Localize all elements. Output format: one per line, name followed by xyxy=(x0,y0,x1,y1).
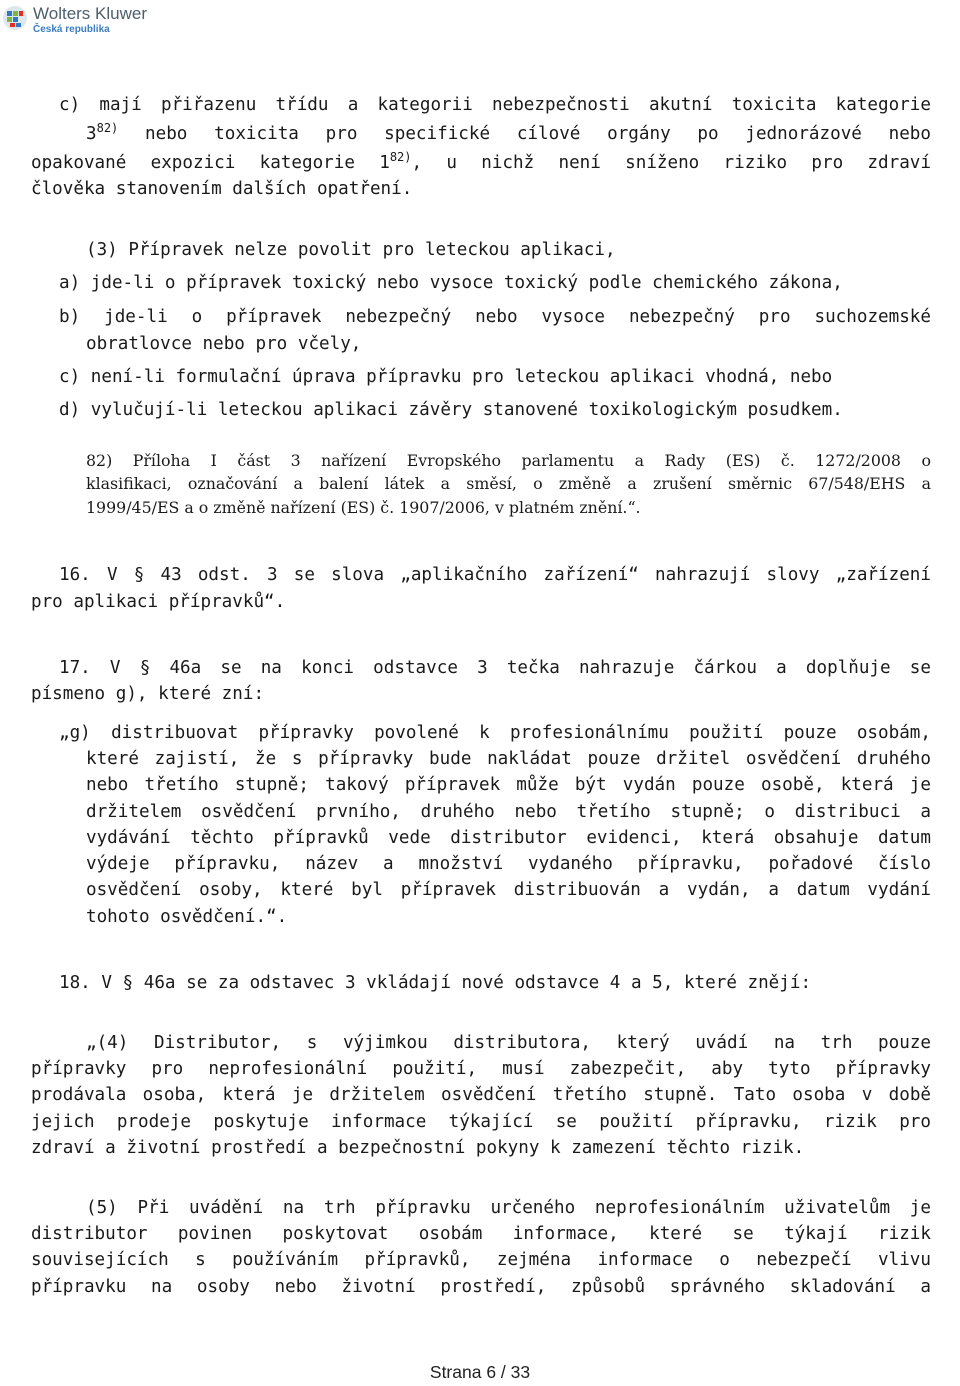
text-line: „g) distribuovat přípravky povolené k profesionálnímu použití pouze osobám, xyxy=(59,723,931,743)
item-18: 18. V § 46a se za odstavec 3 vkládají nové odstavce 4 a 5, které znějí: xyxy=(59,973,812,993)
paragraph-3-item-b xyxy=(59,304,931,330)
text-line: přípravky pro neprofesionální použití, musí zabezpečit, aby tyto přípravky xyxy=(31,1059,931,1079)
paragraph-5-first xyxy=(86,1195,931,1221)
item-c-block xyxy=(59,92,931,118)
text-line: prodávala osoba, která je držitelem osvědčení třetího stupně. Tato osoba v době xyxy=(31,1085,931,1106)
item-17-letter-g xyxy=(59,720,931,746)
text-line: (5) Při uvádění na trh přípravku určeného neprofesionálním uživatelům je xyxy=(86,1198,931,1218)
footnote-continuation xyxy=(86,472,931,519)
text-line: člověka stanovením dalších opatření. xyxy=(31,179,413,200)
text-line: zdraví a životní prostředí a bezpečnostní pokyny k zamezení těchto rizik. xyxy=(31,1137,805,1158)
footnote-ref: 82) xyxy=(389,150,412,164)
paragraph-3-item-b-cont: obratlovce nebo pro včely, xyxy=(86,334,362,354)
page-number: Strana 6 / 33 xyxy=(429,1362,531,1382)
item-17 xyxy=(59,655,931,681)
text-line: přípravku na osoby nebo životní prostředí, způsobů správného skladování a xyxy=(31,1276,931,1297)
text-line: distributor povinen poskytovat osobám informace, které se týkají rizik xyxy=(31,1224,931,1244)
text-line: nebo třetího stupně; takový přípravek může být vydán pouze osobě, která je xyxy=(86,775,931,796)
item-16-cont: pro aplikaci přípravků“. xyxy=(31,592,286,612)
paragraph-3-item-a: a) jde-li o přípravek toxický nebo vysoce toxický podle chemického zákona, xyxy=(59,273,843,293)
brand-name: Wolters Kluwer xyxy=(33,4,147,23)
text-line: souvisejících s používáním přípravků, zejména informace o nebezpečí vlivu xyxy=(31,1250,931,1271)
logo-mark-icon xyxy=(2,5,28,31)
text-line: vydávání těchto přípravků vede distributor evidenci, která obsahuje datum xyxy=(86,827,931,848)
item-17-letter-g-cont xyxy=(86,746,931,930)
text-line: 3$^{82)}$ nebo toxicita pro specifické cílové orgány po jednorázové nebo xyxy=(86,121,931,144)
text-line: 17. V § 46a se na konci odstavce 3 tečka nahrazuje čárkou a doplňuje se xyxy=(59,658,931,678)
text-line: b) jde-li o přípravek nebezpečný nebo vysoce nebezpečný pro suchozemské xyxy=(59,307,931,327)
item-c-continuation-2 xyxy=(31,150,931,203)
text-line: opakované expozici kategorie 1$^{82)}$, u nichž není sníženo riziko pro zdraví xyxy=(31,150,931,173)
footnote xyxy=(86,449,931,473)
text-line: jejich prodeje poskytuje informace týkající se použití přípravku, rizik pro xyxy=(31,1111,931,1132)
item-17-cont: písmeno g), které zní: xyxy=(31,684,265,704)
text-line: 1999/45/ES a o změně nařízení (ES) č. 1907/2006, v platném znění.“. xyxy=(86,497,641,517)
paragraph-4 xyxy=(31,1056,931,1161)
text-line: tohoto osvědčení.“. xyxy=(86,906,288,927)
text-line: výdeje přípravku, název a množství vydaného přípravku, pořadové číslo xyxy=(86,854,931,875)
text-line: „(4) Distributor, s výjimkou distributora, který uvádí na trh pouze xyxy=(86,1033,931,1053)
text-line: osvědčení osoby, které byl přípravek distribuován a vydán, a datum vydání xyxy=(86,880,931,901)
paragraph-4-first xyxy=(86,1030,931,1056)
text-line: 82) Příloha I část 3 nařízení Evropského parlamentu a Rady (ES) č. 1272/2008 o xyxy=(86,451,931,470)
text-line: které zajistí, že s přípravky bude nakládat pouze držitel osvědčení druhého xyxy=(86,749,931,769)
item-c-continuation xyxy=(86,121,931,147)
item-16 xyxy=(59,562,931,588)
paragraph-3-item-d: d) vylučují-li leteckou aplikaci závěry stanovené toxikologickým posudkem. xyxy=(59,400,843,420)
footnote-ref: 82) xyxy=(96,121,119,135)
text-line: klasifikaci, označování a balení látek a směsí, o změně a zrušení směrnic 67/548/EHS a xyxy=(86,474,931,493)
wolters-kluwer-logo xyxy=(2,2,162,36)
paragraph-5 xyxy=(31,1221,931,1300)
paragraph-3-item-c: c) není-li formulační úprava přípravku pro leteckou aplikaci vhodná, nebo xyxy=(59,367,833,387)
brand-subtitle: Česká republika xyxy=(33,24,110,35)
paragraph-3-title: (3) Přípravek nelze povolit pro leteckou aplikaci, xyxy=(86,240,616,260)
text-line: c) mají přiřazenu třídu a kategorii nebezpečnosti akutní toxicita kategorie xyxy=(59,95,931,115)
text-line: držitelem osvědčení prvního, druhého nebo třetího stupně; o distribuci a xyxy=(86,801,931,822)
text-line: 16. V § 43 odst. 3 se slova „aplikačního zařízení“ nahrazují slovy „zařízení xyxy=(59,565,931,585)
